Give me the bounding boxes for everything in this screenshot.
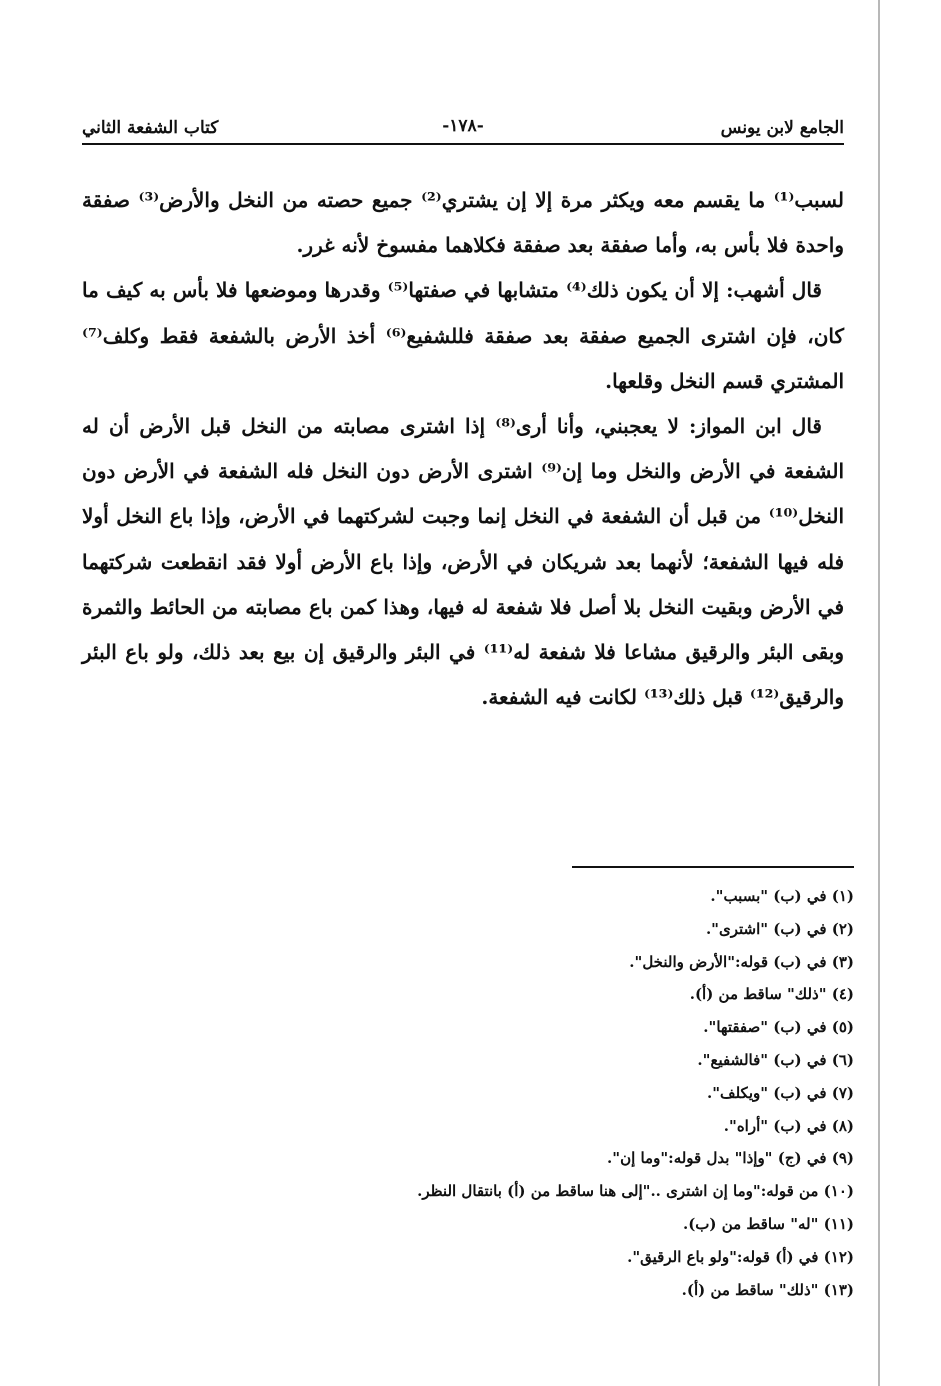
book-title: الجامع لابن يونس — [720, 118, 844, 138]
page-edge-line — [878, 0, 880, 1386]
footnote-item: (٩) في (ج) "وإذا" بدل قوله:"وما إن". — [607, 1149, 854, 1168]
footnote-item: (١٠) من قوله:"وما إن اشترى .."إلى هنا ساقط من (أ) بانتقال النظر. — [417, 1182, 854, 1201]
paragraph-2: قال أشهب: إلا أن يكون ذلك⁽⁴⁾ متشابها في صفتها⁽⁵⁾ وقدرها وموضعها فلا بأس به كيف ما كان، فإن اشترى الجميع صفقة بعد صفقة فللشفيع⁽⁶⁾ أخذ الأرض بالشفعة فقط وكلف⁽⁷⁾ المشتري قسم النخل وقلعها. — [82, 278, 845, 393]
page-number: -١٧٨- — [442, 116, 484, 136]
chapter-title: كتاب الشفعة الثاني — [82, 118, 219, 138]
main-text — [82, 178, 844, 720]
paragraph-1: لسبب⁽¹⁾ ما يقسم معه ويكثر مرة إلا إن يشتري⁽²⁾ جميع حصته من النخل والأرض⁽³⁾ صفقة واحدة فلا بأس به، وأما صفقة بعد صفقة فكلاهما مفسوخ لأنه غرر. — [82, 188, 845, 258]
footnote-item: (٨) في (ب) "أراه". — [723, 1116, 854, 1135]
footnote-item: (١) في (ب) "بسبب". — [710, 887, 854, 905]
footnote-item: (١٢) في (أ) قوله:"ولو باع الرقيق". — [627, 1247, 854, 1266]
header-rule — [82, 143, 844, 145]
footnote-item: (٥) في (ب) "صفقتها". — [703, 1018, 854, 1037]
footnote-rule — [572, 866, 854, 868]
paragraph-3: قال ابن المواز: لا يعجبني، وأنا أرى⁽⁸⁾ إذا اشترى مصابته من النخل قبل الأرض أن له الشفعة في الأرض والنخل وما إن⁽⁹⁾ اشترى الأرض دون النخل فله الشفعة في الأرض دون النخل⁽¹⁰⁾ من قبل أن الشفعة في النخل إنما وجبت لشركتهما في الأرض، وإذا باع النخل أولا فله فيها الشفعة؛ لأنهما بعد شريكان في الأرض، وإذا باع الأرض أولا فقد انقطعت شركتهما في الأرض وبقيت النخل بلا أصل فلا شفعة له فيها، وهذا كمن باع مصابته من الحائط والثمرة وبقى البئر والرقيق مشاعا فلا شفعة له⁽¹¹⁾ في البئر والرقيق إن بيع بعد ذلك، ولو باع البئر والرقيق⁽¹²⁾ قبل ذلك⁽¹³⁾ لكانت فيه الشفعة. — [82, 414, 845, 710]
footnote-item: (٤) "ذلك" ساقط من (أ). — [689, 985, 854, 1004]
footnote-item: (٧) في (ب) "ويكلف". — [707, 1083, 854, 1102]
footnote-item: (١١) "له" ساقط من (ب). — [682, 1214, 854, 1233]
footnote-item: (١٣) "ذلك" ساقط من (أ). — [681, 1280, 854, 1299]
footnote-item: (٦) في (ب) "فالشفيع". — [697, 1050, 854, 1069]
footnote-item: (٣) في (ب) قوله:"الأرض والنخل". — [629, 952, 854, 971]
footnote-item: (٢) في (ب) "اشترى". — [705, 919, 854, 938]
footnotes — [82, 880, 854, 1306]
